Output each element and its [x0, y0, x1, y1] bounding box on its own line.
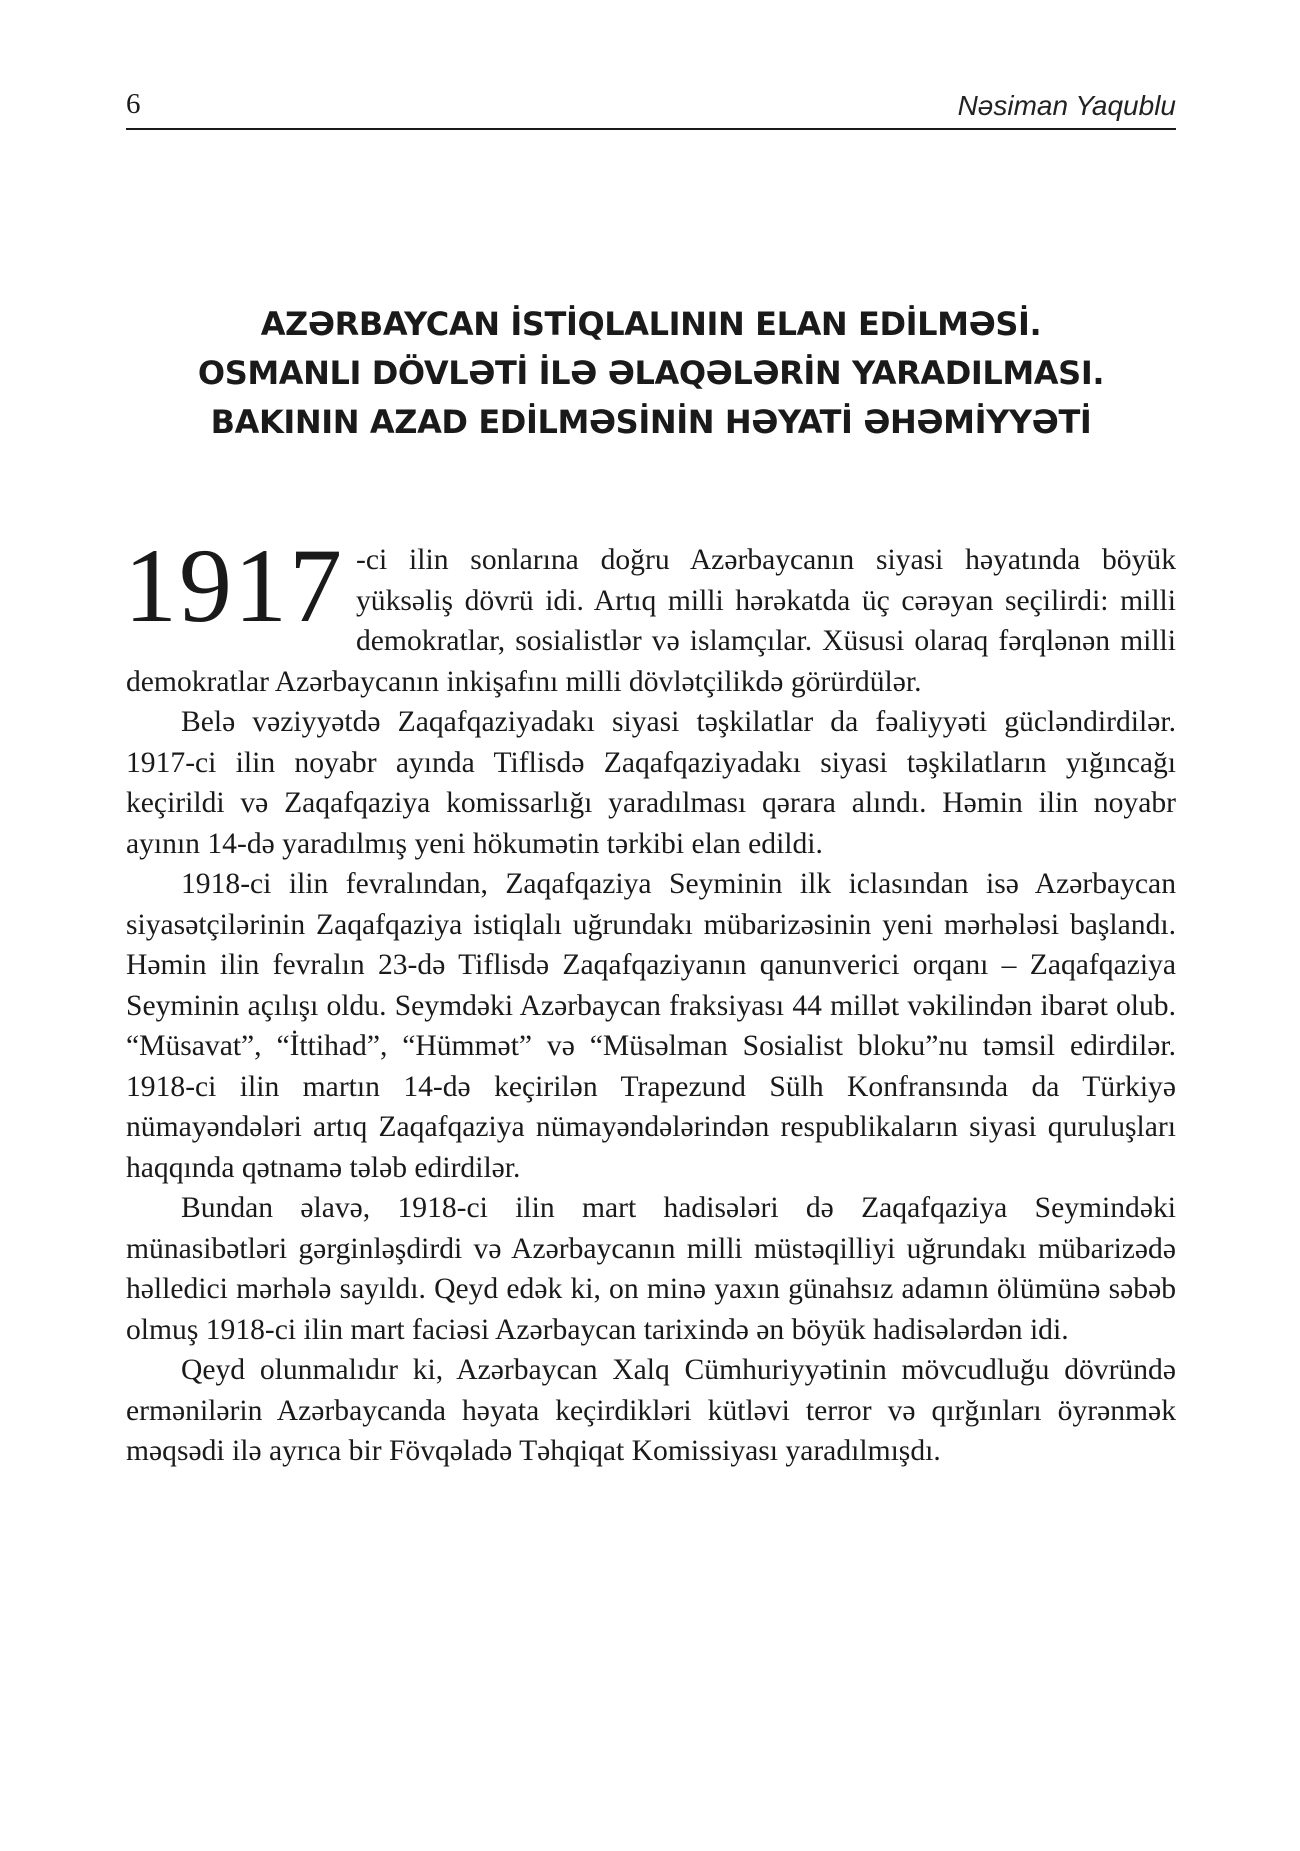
- paragraph: Qeyd olunmalıdır ki, Azərbaycan Xalq Cümhuriyyətinin mövcudluğu dövründə ermənilərin Azərbaycanda həyata keçirdikləri kütləvi terror və qırğınları öyrənmək məqsədi ilə ayrıca bir Fövqəladə Təhqiqat Komissiyası yaradılmışdı.: [126, 1354, 1176, 1467]
- chapter-title-line: OSMANLI DÖVLƏTİ İLƏ ƏLAQƏLƏRİN YARADILMASI.: [197, 354, 1105, 392]
- body-text: [124, 527, 1176, 1472]
- chapter-title: [126, 300, 1176, 447]
- paragraph: 1918-ci ilin fevralından, Zaqafqaziya Seyminin ilk iclasından isə Azərbaycan siyasətçilərinin Zaqafqaziya istiqlalı uğrundakı mübarizəsinin yeni mərhələsi başlandı. Həmin ilin fevralın 23-də Tiflisdə Zaqafqaziyanın qanunverici orqanı – Zaqafqaziya Seyminin açılışı oldu. Seymdəki Azərbaycan fraksiyası 44 millət vəkilindən ibarət olub. “Müsavat”, “İttihad”, “Hümmət” və “Müsəlman Sosialist bloku”nu təmsil edirdilər. 1918-ci ilin martın 14-də keçirilən Trapezund Sülh Konfransında da Türkiyə nümayəndələri artıq Zaqafqaziya nümayəndələrindən respublikaların siyasi quruluşları haqqında qətnamə tələb edirdilər.: [126, 868, 1176, 1184]
- paragraph: [124, 527, 1176, 702]
- page-header: [126, 86, 1176, 130]
- drop-cap-year: 1917: [124, 527, 344, 644]
- running-head-author: Nəsiman Yaqublu: [957, 90, 1176, 121]
- chapter-title-line: AZƏRBAYCAN İSTİQLALININ ELAN EDİLMƏSİ.: [260, 305, 1042, 343]
- page-number: 6: [126, 88, 141, 120]
- paragraph: Bundan əlavə, 1918-ci ilin mart hadisələri də Zaqafqaziya Seymindəki münasibətləri gərginləşdirdi və Azərbaycanın milli müstəqilliyi uğrundakı mübarizədə həlledici mərhələ sayıldı. Qeyd edək ki, on minə yaxın günahsız adamın ölümünə səbəb olmuş 1918-ci ilin mart faciəsi Azərbaycan tarixində ən böyük hadisələrdən idi.: [126, 1192, 1176, 1346]
- paragraph: Belə vəziyyətdə Zaqafqaziyadakı siyasi təşkilatlar da fəaliyyəti gücləndirdilər. 1917-ci ilin noyabr ayında Tiflisdə Zaqafqaziyadakı siyasi təşkilatların yığıncağı keçirildi və Zaqafqaziya komissarlığı yaradılması qərara alındı. Həmin ilin noyabr ayının 14-də yaradılmış yeni hökumətin tərkibi elan edildi.: [126, 706, 1176, 860]
- paragraph-text: -ci ilin sonlarına doğru Azərbaycanın siyasi həyatında böyük yüksəliş dövrü idi. Artıq milli hərəkatda üç cərəyan seçilirdi: milli demokratlar, sosialistlər və islamçılar. Xüsusi olaraq fərqlənən milli demokratlar Azərbaycanın inkişafını milli dövlətçilikdə görürdülər.: [126, 544, 1176, 698]
- chapter-title-line: BAKININ AZAD EDİLMƏSİNİN HƏYATİ ƏHƏMİYYƏTİ: [210, 403, 1092, 441]
